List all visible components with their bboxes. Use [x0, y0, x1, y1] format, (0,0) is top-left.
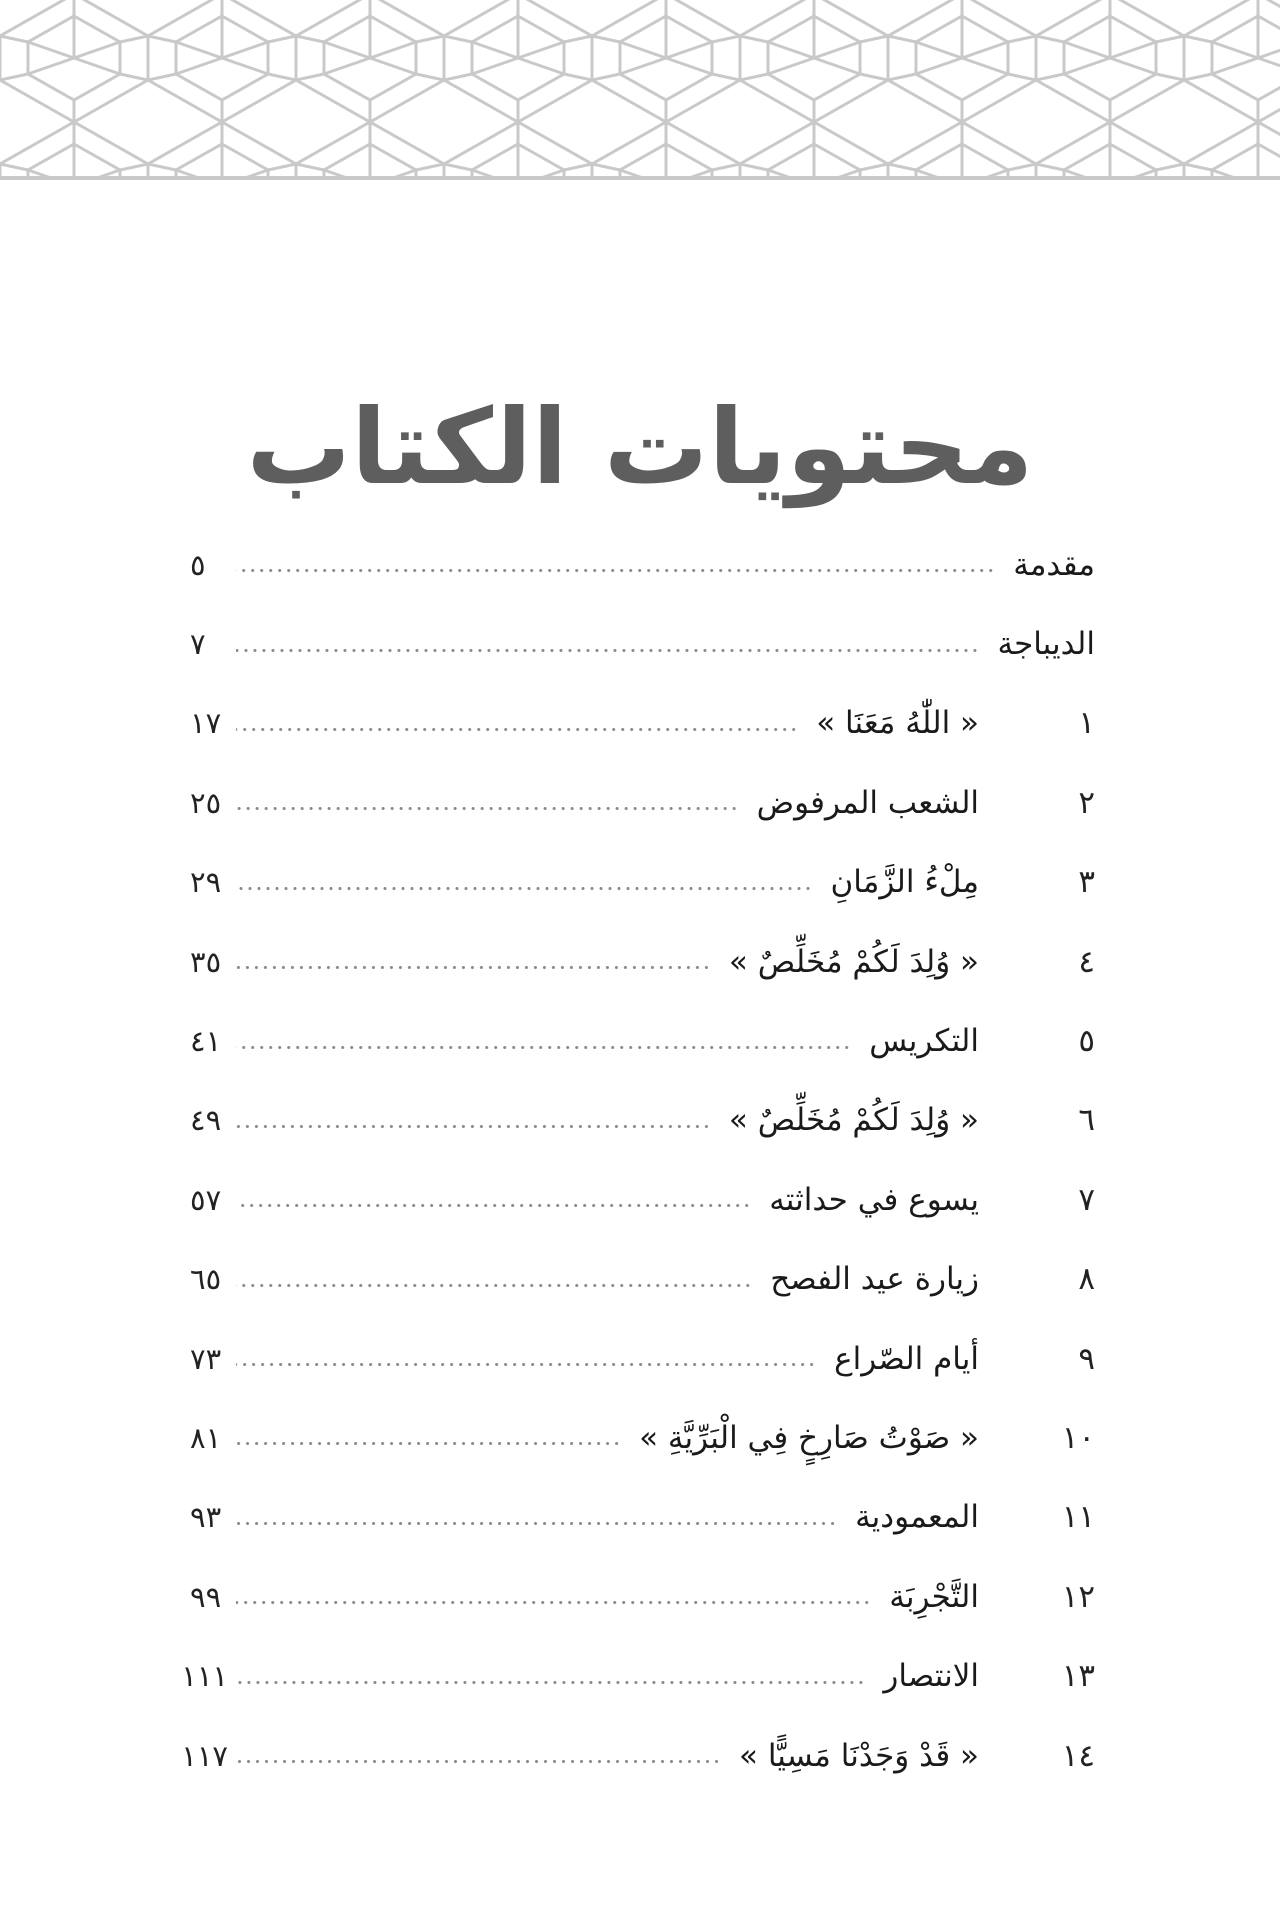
toc-entry[interactable] [190, 525, 1095, 604]
toc-entry[interactable] [190, 604, 1095, 683]
toc-entry[interactable] [190, 1081, 1095, 1160]
toc-entry-title: « وُلِدَ لَكُمْ مُخَلِّصٌ » [728, 943, 979, 980]
toc-entry-number: ١٢ [1061, 1578, 1095, 1615]
toc-entry-title: « وُلِدَ لَكُمْ مُخَلِّصٌ » [728, 1102, 979, 1139]
dot-leader [236, 1601, 871, 1604]
toc-entry-page-number: ٥ [190, 547, 206, 582]
toc-entry-page-number: ٧ [190, 627, 206, 662]
toc-entry-page-number: ٢٥ [190, 785, 222, 820]
toc-entry-page-number: ٦٥ [190, 1262, 222, 1297]
toc-entry-page-number: ٣٥ [190, 944, 222, 979]
toc-entry-number: ٥ [1078, 1023, 1095, 1060]
toc-entry[interactable] [190, 763, 1095, 842]
toc-entry-title: التكريس [869, 1023, 979, 1060]
toc-entry-title: الديباجة [997, 626, 1095, 663]
toc-entry-title: المعمودية [855, 1499, 979, 1536]
decorative-pattern-band [0, 0, 1280, 182]
toc-entry[interactable] [190, 843, 1095, 922]
toc-entry[interactable] [190, 922, 1095, 1001]
toc-entry-page-number: ١١٧ [181, 1738, 228, 1773]
toc-entry-number: ٧ [1078, 1181, 1095, 1218]
toc-entry-number: ٨ [1078, 1261, 1095, 1298]
toc-entry-number: ٢ [1078, 784, 1095, 821]
toc-entry-page-number: ٤١ [190, 1024, 222, 1059]
toc-entry[interactable] [181, 1716, 1095, 1795]
dot-leader [236, 1681, 865, 1684]
dot-leader [236, 966, 711, 969]
toc-entry[interactable] [190, 1160, 1095, 1239]
toc-entry-number: ٦ [1078, 1102, 1095, 1139]
dot-leader [236, 807, 739, 810]
dot-leader [236, 1522, 837, 1525]
toc-entry[interactable] [190, 1319, 1095, 1398]
toc-entry-page-number: ١١١ [181, 1659, 228, 1694]
toc-entry-page-number: ٨١ [190, 1420, 222, 1455]
dot-leader [236, 1046, 851, 1049]
page-title: محتويات الكتاب [246, 385, 1034, 508]
dot-leader [236, 569, 995, 572]
toc-entry[interactable] [190, 1001, 1095, 1080]
toc-entry-page-number: ٢٩ [190, 865, 222, 900]
toc-entry-title: « صَوْتُ صَارِخٍ فِي الْبَرِّيَّةِ » [639, 1419, 979, 1456]
toc-entry-page-number: ٧٣ [190, 1341, 222, 1376]
toc-entry-page-number: ٩٣ [190, 1500, 222, 1535]
toc-entry-page-number: ٥٧ [190, 1182, 222, 1217]
dot-leader [236, 887, 813, 890]
toc-entry-title: « قَدْ وَجَدْنَا مَسِيًّا » [739, 1737, 979, 1774]
toc-entry-title: مقدمة [1013, 546, 1095, 583]
toc-entry[interactable] [190, 1240, 1095, 1319]
toc-entry-number: ٣ [1078, 864, 1095, 901]
toc-entry-title: الشعب المرفوض [756, 784, 979, 821]
toc-entry-title: أيام الصّراع [834, 1340, 979, 1377]
toc-entry[interactable] [190, 1557, 1095, 1636]
toc-entry[interactable] [190, 1478, 1095, 1557]
toc-entry[interactable] [190, 684, 1095, 763]
dot-leader [236, 1363, 816, 1366]
table-of-contents [181, 525, 1095, 1795]
toc-entry[interactable] [181, 1636, 1095, 1715]
toc-entry-title: زيارة عيد الفصح [770, 1261, 979, 1298]
toc-entry-title: يسوع في حداثته [769, 1181, 979, 1218]
toc-entry-number: ١٣ [1061, 1658, 1095, 1695]
toc-entry-number: ١١ [1061, 1499, 1095, 1536]
toc-entry-page-number: ٤٩ [190, 1103, 222, 1138]
dot-leader [236, 1204, 751, 1207]
toc-entry-title: التَّجْرِبَة [889, 1578, 979, 1615]
dot-leader [236, 1284, 752, 1287]
toc-entry-title: مِلْءُ الزَّمَانِ [830, 864, 979, 901]
toc-entry-number: ١ [1078, 705, 1095, 742]
toc-entry-number: ٩ [1078, 1340, 1095, 1377]
toc-entry-number: ٤ [1078, 943, 1095, 980]
toc-entry-number: ١٠ [1061, 1419, 1095, 1456]
dot-leader [236, 1760, 721, 1763]
toc-entry-title: الانتصار [883, 1658, 979, 1695]
toc-entry-page-number: ٩٩ [190, 1579, 222, 1614]
geometric-pattern [0, 0, 1280, 182]
toc-entry[interactable] [190, 1398, 1095, 1477]
dot-leader [236, 728, 798, 731]
toc-entry-title: « اللّٰهُ مَعَنَا » [816, 705, 979, 742]
dot-leader [236, 649, 979, 652]
toc-entry-page-number: ١٧ [190, 706, 222, 741]
toc-entry-number: ١٤ [1061, 1737, 1095, 1774]
dot-leader [236, 1125, 711, 1128]
dot-leader [236, 1442, 621, 1445]
